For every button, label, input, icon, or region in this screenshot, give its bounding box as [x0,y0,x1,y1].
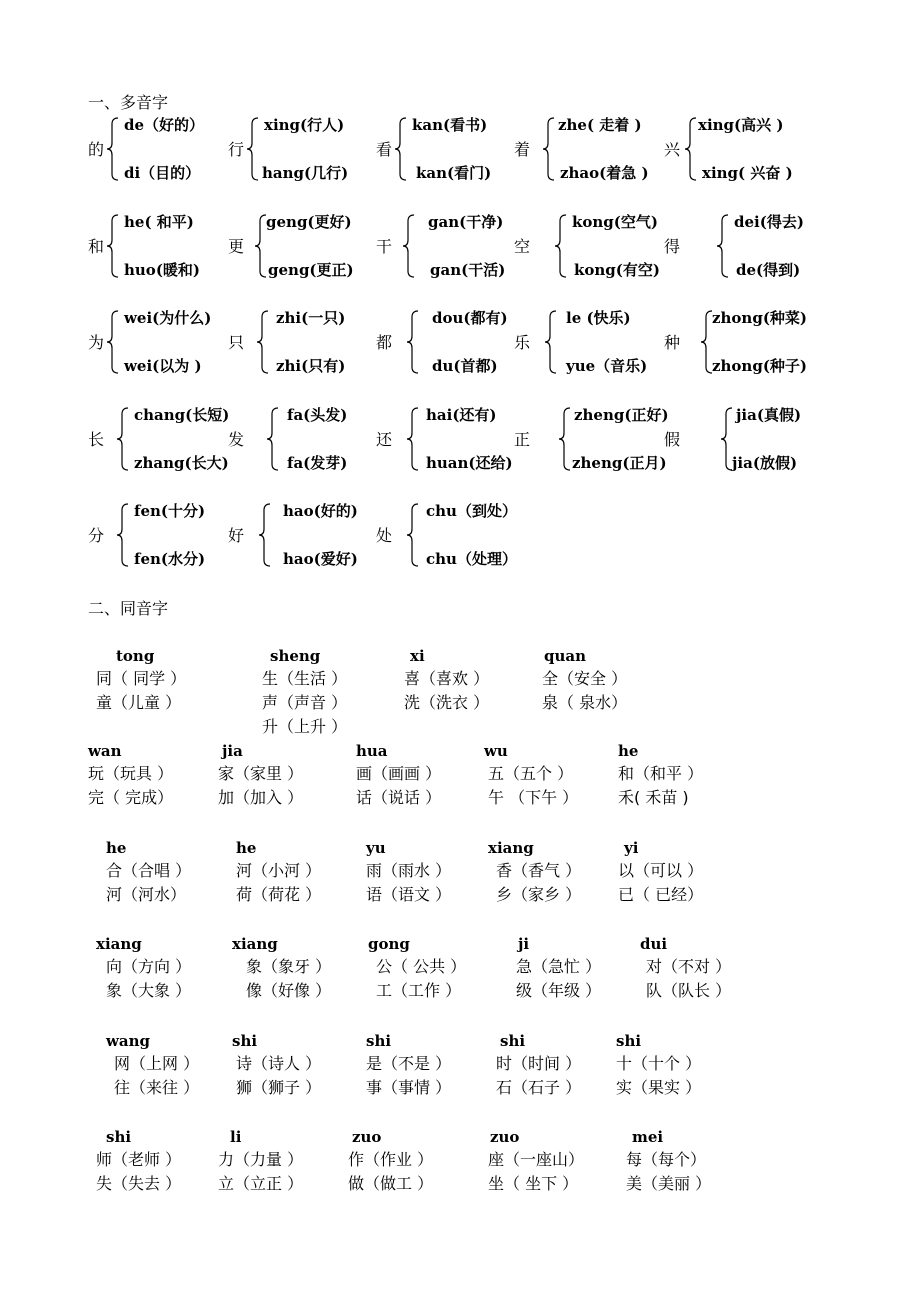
word-entry: 时（时间 ） [496,1054,582,1073]
reading-bottom: zhao(着急 ) [560,164,649,182]
homophone-words [114,1052,199,1100]
brace-icon [402,213,416,279]
homophone-words [348,1148,433,1196]
reading-top: kong(空气) [572,213,658,231]
homophone-words [356,762,441,810]
homophone-pinyin [640,933,667,955]
homophone-words [218,762,303,810]
word-entry: 语（语文 ） [366,885,452,904]
homophone-words [496,859,581,907]
reading-bottom: zhang(长大) [134,454,229,472]
polyphonic-char: 的 [88,140,105,159]
pinyin-label: quan [544,647,587,665]
polyphonic-char: 为 [88,333,105,352]
reading-bottom: jia(放假) [732,454,798,472]
homophone-words [218,1148,303,1196]
pinyin-label: he [236,839,257,857]
reading-top: dei(得去) [734,213,804,231]
polyphonic-char: 分 [88,526,105,545]
homophone-words [262,667,347,739]
homophone-words [616,1052,701,1100]
homophone-pinyin [222,740,243,762]
homophone-pinyin [88,740,122,762]
word-entry: 网（上网 ） [114,1054,200,1073]
homophone-pinyin [236,837,256,859]
word-entry: 五（五个 ） [488,764,574,783]
word-entry: 级（年级 ） [516,981,602,1000]
homophone-pinyin [270,645,320,667]
word-entry: 坐（ 坐下 ） [488,1174,579,1193]
homophone-pinyin [624,837,638,859]
reading-bottom: du(首都) [432,357,498,375]
pinyin-label: hua [356,742,388,760]
word-entry: 像（好像 ） [246,981,332,1000]
polyphonic-char: 发 [228,430,245,449]
pinyin-label: zuo [490,1128,520,1146]
word-entry: 象（象牙 ） [246,957,332,976]
word-entry: 对（不对 ） [646,957,732,976]
word-entry: 荷（荷花 ） [236,885,322,904]
homophone-words [96,1148,181,1196]
reading-top: chang(长短) [134,406,230,424]
homophone-words [88,762,173,810]
brace-icon [116,406,130,472]
homophone-pinyin [356,740,388,762]
word-entry: 失（失去 ） [96,1174,182,1193]
word-entry: 升（上升 ） [262,717,348,736]
word-entry: 泉（ 泉水） [542,693,628,712]
pinyin-label: xiang [96,935,142,953]
polyphonic-char: 长 [88,430,105,449]
word-entry: 家（家里 ） [218,764,304,783]
brace-icon [394,116,408,182]
reading-bottom: kan(看门) [416,164,492,182]
word-entry: 河（小河 ） [236,861,322,880]
word-entry: 同（ 同学 ） [96,669,187,688]
homophone-pinyin [366,837,386,859]
pinyin-label: ji [518,935,530,953]
pinyin-label: li [230,1128,242,1146]
homophone-words [618,762,703,810]
polyphonic-char: 看 [376,140,393,159]
pinyin-label: sheng [270,647,321,665]
homophone-words [496,1052,581,1100]
reading-top: kan(看书) [412,116,488,134]
polyphonic-char: 兴 [664,140,681,159]
homophone-words [618,859,703,907]
brace-icon [106,309,120,375]
brace-icon [406,406,420,472]
pinyin-label: shi [500,1032,526,1050]
reading-bottom: yue（音乐) [566,357,648,375]
polyphonic-char: 只 [228,333,245,352]
word-entry: 洗（洗衣 ） [404,693,490,712]
brace-icon [258,502,272,568]
word-entry: 完（ 完成） [88,788,174,807]
brace-icon [554,213,568,279]
reading-bottom: gan(干活) [430,261,506,279]
reading-top: geng(更好) [266,213,352,231]
word-entry: 玩（玩具 ） [88,764,174,783]
reading-top: wei(为什么) [124,309,212,327]
brace-icon [106,116,120,182]
polyphonic-row [0,307,920,377]
homophone-pinyin [500,1030,525,1052]
homophone-words [488,762,578,810]
word-entry: 十（十个 ） [616,1054,702,1073]
word-entry: 画（画画 ） [356,764,442,783]
reading-bottom: huo(暖和) [124,261,201,279]
homophone-pinyin [106,1030,150,1052]
word-entry: 往（来往 ） [114,1078,200,1097]
brace-icon [558,406,572,472]
homophone-pinyin [618,740,638,762]
homophone-pinyin [366,1030,391,1052]
word-entry: 河（河水） [106,885,187,904]
homophone-pinyin [518,933,529,955]
homophone-words [366,859,451,907]
word-entry: 声（声音 ） [262,693,348,712]
word-entry: 工（工作 ） [376,981,462,1000]
homophone-pinyin [544,645,586,667]
polyphonic-char: 行 [228,140,245,159]
reading-bottom: geng(更正) [268,261,354,279]
polyphonic-char: 还 [376,430,393,449]
polyphonic-char: 都 [376,333,393,352]
reading-bottom: zhong(种子) [712,357,808,375]
reading-top: hao(好的) [283,502,358,520]
homophone-pinyin [232,933,278,955]
reading-top: de（好的） [124,116,205,134]
homophone-words [376,955,466,1003]
reading-bottom: di（目的） [124,164,201,182]
homophone-pinyin [106,837,126,859]
polyphonic-row [0,114,920,184]
brace-icon [684,116,698,182]
pinyin-label: xi [410,647,425,665]
word-entry: 生（生活 ） [262,669,348,688]
brace-icon [256,309,270,375]
pinyin-label: jia [222,742,243,760]
word-entry: 实（果实 ） [616,1078,702,1097]
reading-bottom: hang(几行) [262,164,349,182]
homophone-pinyin [632,1126,663,1148]
polyphonic-char: 着 [514,140,531,159]
reading-top: chu（到处） [426,502,517,520]
homophone-words [404,667,489,715]
pinyin-label: wang [106,1032,151,1050]
pinyin-label: xiang [232,935,278,953]
homophone-pinyin [230,1126,241,1148]
homophone-pinyin [116,645,154,667]
word-entry: 以（可以 ） [618,861,704,880]
pinyin-label: wan [88,742,122,760]
word-entry: 象（大象 ） [106,981,192,1000]
pinyin-label: tong [116,647,155,665]
pinyin-label: he [106,839,127,857]
homophone-words [646,955,731,1003]
reading-bottom: chu（处理） [426,550,517,568]
reading-bottom: de(得到) [736,261,801,279]
homophone-words [236,1052,321,1100]
word-entry: 石（石子 ） [496,1078,582,1097]
word-entry: 作（作业 ） [348,1150,434,1169]
polyphonic-char: 更 [228,237,245,256]
word-entry: 话（说话 ） [356,788,442,807]
word-entry: 合（合唱 ） [106,861,192,880]
pinyin-label: gong [368,935,410,953]
word-entry: 诗（诗人 ） [236,1054,322,1073]
polyphonic-char: 好 [228,526,245,545]
word-entry: 急（急忙 ） [516,957,602,976]
word-entry: 喜（喜欢 ） [404,669,490,688]
reading-bottom: fa(发芽) [287,454,348,472]
reading-bottom: zheng(正月) [572,454,667,472]
homophone-words [106,859,191,907]
homophone-pinyin [490,1126,519,1148]
word-entry: 向（方向 ） [106,957,192,976]
brace-icon [246,116,260,182]
reading-bottom: zhi(只有) [276,357,346,375]
word-entry: 力（力量 ） [218,1150,304,1169]
polyphonic-char: 得 [664,237,681,256]
reading-top: hai(还有) [426,406,497,424]
brace-icon [406,502,420,568]
reading-top: zhong(种菜) [712,309,808,327]
homophone-pinyin [484,740,508,762]
polyphonic-row [0,500,920,570]
polyphonic-char: 干 [376,237,393,256]
reading-bottom: kong(有空) [574,261,660,279]
reading-top: le (快乐) [566,309,631,327]
polyphonic-row [0,211,920,281]
reading-top: fa(头发) [287,406,348,424]
homophone-words [96,667,186,715]
reading-top: xing(行人) [264,116,345,134]
word-entry: 已（ 已经） [618,885,704,904]
reading-top: jia(真假) [736,406,802,424]
homophone-words [236,859,321,907]
word-entry: 雨（雨水 ） [366,861,452,880]
homophone-pinyin [410,645,425,667]
polyphonic-row [0,404,920,474]
pinyin-label: he [618,742,639,760]
homophone-words [516,955,601,1003]
brace-icon [106,213,120,279]
reading-bottom: xing( 兴奋 ) [702,164,793,182]
word-entry: 事（事情 ） [366,1078,452,1097]
brace-icon [544,309,558,375]
brace-icon [406,309,420,375]
word-entry: 香（香气 ） [496,861,582,880]
word-entry: 童（儿童 ） [96,693,182,712]
word-entry: 座（一座山） [488,1150,585,1169]
word-entry: 午 （下午 ） [488,788,579,807]
reading-top: zhe( 走着 ) [558,116,642,134]
homophone-pinyin [232,1030,257,1052]
brace-icon [116,502,130,568]
reading-top: fen(十分) [134,502,206,520]
homophone-words [366,1052,451,1100]
word-entry: 公（ 公共 ） [376,957,467,976]
pinyin-label: dui [640,935,668,953]
polyphonic-char: 乐 [514,333,531,352]
homophone-words [542,667,627,715]
word-entry: 禾( 禾苗 ) [618,788,689,807]
pinyin-label: wu [484,742,508,760]
polyphonic-char: 和 [88,237,105,256]
section1-title: 一、多音字 [88,93,169,112]
homophone-pinyin [96,933,142,955]
homophone-words [106,955,191,1003]
word-entry: 做（做工 ） [348,1174,434,1193]
word-entry: 乡（家乡 ） [496,885,582,904]
pinyin-label: shi [106,1128,132,1146]
polyphonic-char: 处 [376,526,393,545]
pinyin-label: mei [632,1128,664,1146]
reading-bottom: hao(爱好) [283,550,358,568]
word-entry: 美（美丽 ） [626,1174,712,1193]
reading-bottom: fen(水分) [134,550,206,568]
pinyin-label: yi [624,839,639,857]
brace-icon [266,406,280,472]
pinyin-label: shi [232,1032,258,1050]
word-entry: 是（不是 ） [366,1054,452,1073]
word-entry: 加（加入 ） [218,788,304,807]
word-entry: 全（安全 ） [542,669,628,688]
polyphonic-char: 空 [514,237,531,256]
pinyin-label: yu [366,839,386,857]
pinyin-label: shi [616,1032,642,1050]
section2-title: 二、同音字 [88,599,169,618]
homophone-words [246,955,331,1003]
polyphonic-char: 假 [664,430,681,449]
homophone-words [626,1148,711,1196]
homophone-pinyin [106,1126,131,1148]
brace-icon [716,213,730,279]
homophone-pinyin [368,933,410,955]
polyphonic-char: 正 [514,430,531,449]
reading-bottom: huan(还给) [426,454,513,472]
homophone-pinyin [352,1126,381,1148]
homophone-words [488,1148,584,1196]
reading-top: gan(干净) [428,213,504,231]
reading-top: dou(都有) [432,309,508,327]
reading-top: zhi(一只) [276,309,346,327]
reading-top: he( 和平) [124,213,194,231]
polyphonic-char: 种 [664,333,681,352]
word-entry: 师（老师 ） [96,1150,182,1169]
brace-icon [542,116,556,182]
word-entry: 狮（狮子 ） [236,1078,322,1097]
pinyin-label: shi [366,1032,392,1050]
pinyin-label: zuo [352,1128,382,1146]
reading-top: xing(高兴 ) [698,116,784,134]
word-entry: 和（和平 ） [618,764,704,783]
homophone-pinyin [616,1030,641,1052]
pinyin-label: xiang [488,839,534,857]
word-entry: 每（每个） [626,1150,707,1169]
word-entry: 立（立正 ） [218,1174,304,1193]
word-entry: 队（队长 ） [646,981,732,1000]
reading-bottom: wei(以为 ) [124,357,202,375]
homophone-pinyin [488,837,534,859]
reading-top: zheng(正好) [574,406,669,424]
